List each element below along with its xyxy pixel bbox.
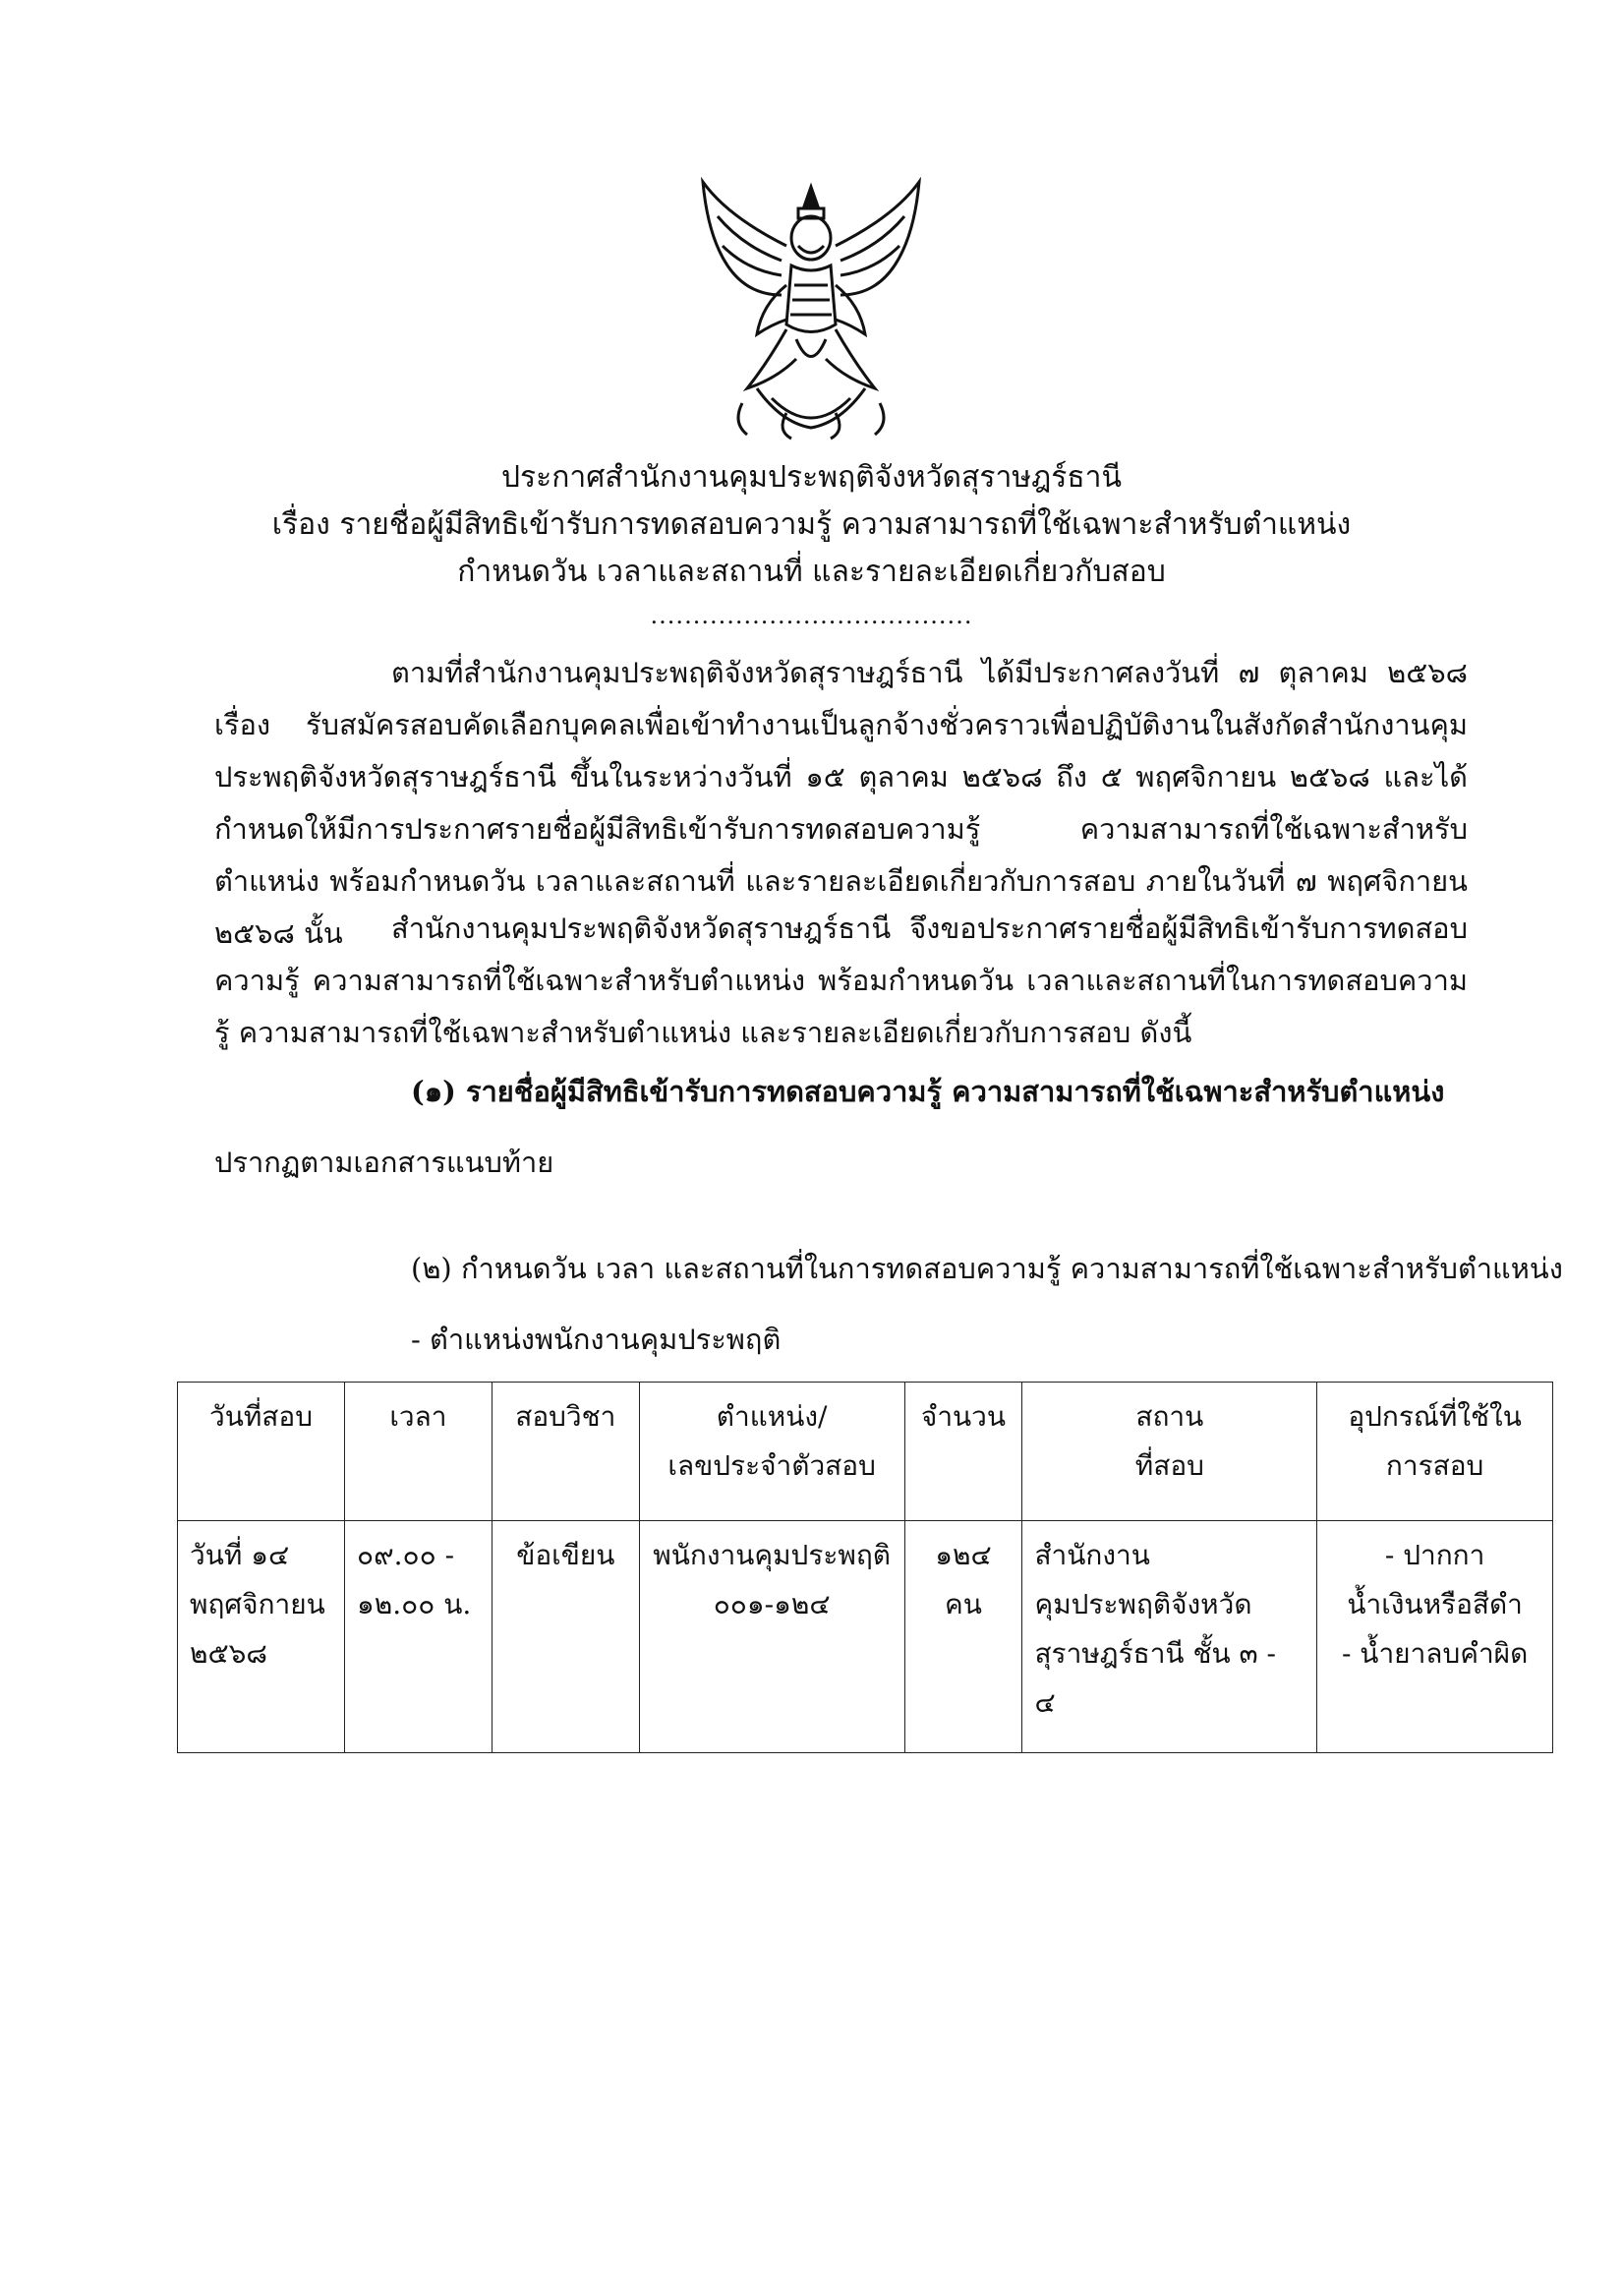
header-place (1022, 1383, 1317, 1521)
cell-place-l1: สำนักงาน (1034, 1539, 1150, 1571)
header-place-l2: ที่สอบ (1134, 1449, 1204, 1482)
header-equipment-l1: อุปกรณ์ที่ใช้ใน (1348, 1400, 1522, 1433)
cell-place (1022, 1521, 1317, 1753)
cell-date-l3: ๒๕๖๘ (190, 1637, 268, 1670)
cell-subject: ข้อเขียน (492, 1521, 639, 1753)
header-count: จำนวน (904, 1383, 1022, 1521)
item-2-position: - ตำแหน่งพนักงานคุมประพฤติ (411, 1323, 782, 1356)
announcement-title: ประกาศสำนักงานคุมประพฤติจังหวัดสุราษฎร์ธานี (501, 460, 1122, 495)
item-1-heading: (๑) รายชื่อผู้มีสิทธิเข้ารับการทดสอบความรู้ ความสามารถที่ใช้เฉพาะสำหรับตำแหน่ง (411, 1075, 1445, 1108)
cell-time (344, 1521, 492, 1753)
header-position-l1: ตำแหน่ง/ (716, 1400, 828, 1433)
item-2-heading: (๒) กำหนดวัน เวลา และสถานที่ในการทดสอบความรู้ ความสามารถที่ใช้เฉพาะสำหรับตำแหน่ง (411, 1252, 1563, 1285)
cell-time-l1: ๐๙.๐๐ - (356, 1539, 455, 1571)
header-equipment (1317, 1383, 1553, 1521)
title-divider: ...................................... (650, 602, 973, 629)
paragraph-2 (214, 903, 1468, 1059)
cell-time-l2: ๑๒.๐๐ น. (356, 1588, 472, 1620)
exam-schedule-table (177, 1382, 1553, 1753)
cell-equipment (1317, 1521, 1553, 1753)
garuda-emblem-icon (688, 177, 934, 442)
cell-count: ๑๒๔ คน (904, 1521, 1022, 1753)
header-subject: สอบวิชา (492, 1383, 639, 1521)
cell-equipment-l1: - ปากกา (1384, 1539, 1485, 1571)
cell-position-l1: พนักงานคุมประพฤติ (653, 1539, 891, 1571)
header-time: เวลา (344, 1383, 492, 1521)
cell-position (639, 1521, 904, 1753)
cell-date-l1: วันที่ ๑๔ (190, 1539, 290, 1571)
cell-equipment-l2: น้ำเงินหรือสีดำ (1347, 1588, 1523, 1620)
announcement-subject-cont: กำหนดวัน เวลาและสถานที่ และรายละเอียดเกี่ยวกับสอบ (457, 555, 1166, 589)
header-position (639, 1383, 904, 1521)
header-date: วันที่สอบ (178, 1383, 345, 1521)
table-header-row (178, 1383, 1553, 1521)
paragraph-2-text: สำนักงานคุมประพฤติจังหวัดสุราษฎร์ธานี จึงขอประกาศรายชื่อผู้มีสิทธิเข้ารับการทดสอบความรู้ ความสามารถที่ใช้เฉพาะสำหรับตำแหน่ง พร้อมกำหนดวัน เวลาและสถานที่ในการทดสอบความรู้ ความสามารถที่ใช้เฉพาะสำหรับตำแหน่ง และรายละเอียดเกี่ยวกับการสอบ ดังนี้ (214, 912, 1468, 1049)
header-place-l1: สถาน (1135, 1400, 1204, 1433)
cell-date-l2: พฤศจิกายน (190, 1588, 325, 1620)
cell-place-l2: คุมประพฤติจังหวัด (1034, 1588, 1252, 1620)
table-row (178, 1521, 1553, 1753)
item-1-detail: ปรากฏตามเอกสารแนบท้าย (214, 1146, 554, 1179)
header-position-l2: เลขประจำตัวสอบ (667, 1449, 876, 1482)
announcement-subject: เรื่อง รายชื่อผู้มีสิทธิเข้ารับการทดสอบความรู้ ความสามารถที่ใช้เฉพาะสำหรับตำแหน่ง (271, 507, 1352, 542)
paragraph-1-text: ตามที่สำนักงานคุมประพฤติจังหวัดสุราษฎร์ธานี ได้มีประกาศลงวันที่ ๗ ตุลาคม ๒๕๖๘ เรื่อง รับสมัครสอบคัดเลือกบุคคลเพื่อเข้าทำงานเป็นลูกจ้างชั่วคราวเพื่อปฏิบัติงานในสังกัดสำนักงานคุมประพฤติจังหวัดสุราษฎร์ธานี ขึ้นในระหว่างวันที่ ๑๕ ตุลาคม ๒๕๖๘ ถึง ๕ พฤศจิกายน ๒๕๖๘ และได้กำหนดให้มีการประกาศรายชื่อผู้มีสิทธิเข้ารับการทดสอบความรู้ ความสามารถที่ใช้เฉพาะสำหรับตำแหน่ง พร้อมกำหนดวัน เวลาและสถานที่ และรายละเอียดเกี่ยวกับการสอบ ภายในวันที่ ๗ พฤศจิกายน ๒๕๖๘ นั้น (214, 656, 1468, 950)
header-equipment-l2: การสอบ (1385, 1449, 1484, 1482)
cell-date (178, 1521, 345, 1753)
cell-place-l3: สุราษฎร์ธานี ชั้น ๓ - ๔ (1034, 1637, 1277, 1719)
cell-equipment-l3: - น้ำยาลบคำผิด (1341, 1637, 1529, 1670)
cell-position-l2: ๐๐๑-๑๒๔ (713, 1588, 831, 1620)
